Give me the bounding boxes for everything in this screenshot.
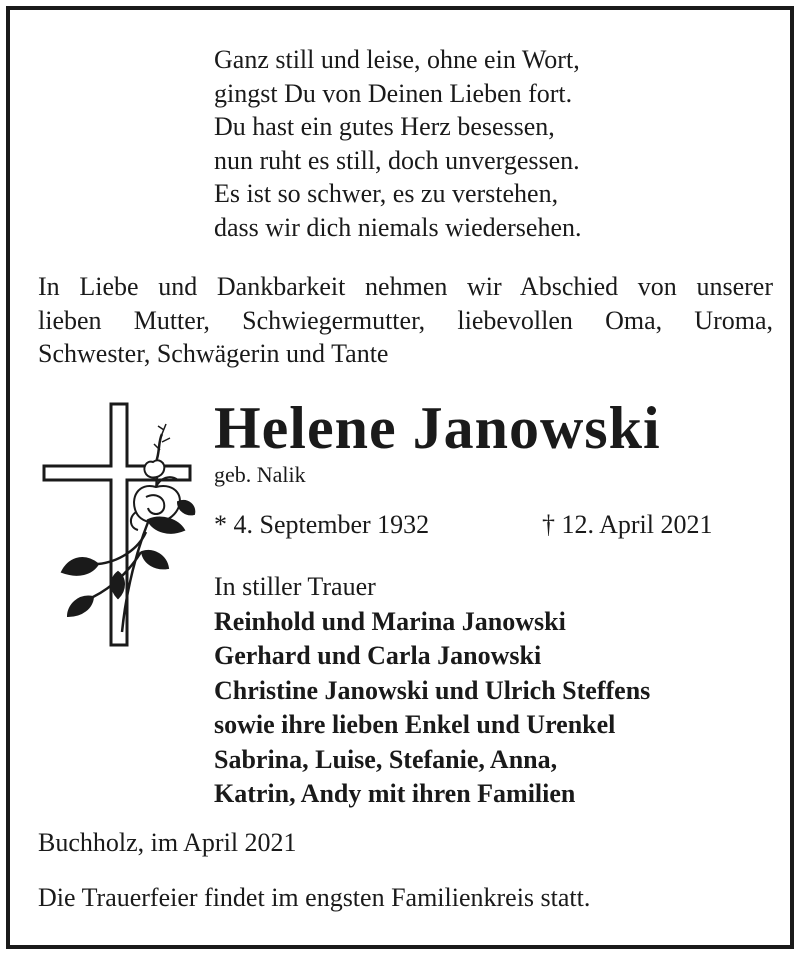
cross-with-rose-icon: [38, 402, 198, 647]
poem-line: Es ist so schwer, es zu verstehen,: [214, 179, 559, 208]
poem-line: gingst Du von Deinen Lieben fort.: [214, 78, 573, 108]
poem: [214, 43, 582, 244]
mourner-line: Gerhard und Carla Janowski: [214, 641, 542, 670]
mourners-list: [214, 570, 650, 812]
deceased-name: Helene Janowski: [214, 395, 661, 461]
intro-line: lieben Mutter, Schwiegermutter, liebevollen Oma, Uroma,: [38, 305, 773, 335]
mourner-line: Sabrina, Luise, Stefanie, Anna,: [214, 744, 558, 774]
mourners-heading: In stiller Trauer: [214, 572, 376, 601]
place-date: Buchholz, im April 2021: [38, 828, 297, 857]
birth-date: * 4. September 1932: [214, 510, 430, 539]
mourner-line: Christine Janowski und Ulrich Steffens: [214, 675, 651, 705]
poem-line: dass wir dich niemals wiedersehen.: [214, 212, 582, 242]
obituary-frame: [6, 6, 794, 949]
death-date: † 12. April 2021: [542, 510, 713, 539]
funeral-note: Die Trauerfeier findet im engsten Familienkreis statt.: [38, 883, 591, 912]
mourner-line: Katrin, Andy mit ihren Familien: [214, 779, 576, 808]
mourner-line: Reinhold und Marina Janowski: [214, 606, 566, 636]
intro-text: [38, 270, 773, 371]
poem-line: Du hast ein gutes Herz besessen,: [214, 112, 555, 141]
maiden-name: geb. Nalik: [214, 462, 306, 487]
poem-line: nun ruht es still, doch unvergessen.: [214, 145, 580, 175]
mourner-line: sowie ihre lieben Enkel und Urenkel: [214, 710, 616, 739]
poem-line: Ganz still und leise, ohne ein Wort,: [214, 45, 580, 74]
intro-line: Schwester, Schwägerin und Tante: [38, 339, 389, 368]
intro-line: In Liebe und Dankbarkeit nehmen wir Abschied von unserer: [38, 272, 773, 301]
